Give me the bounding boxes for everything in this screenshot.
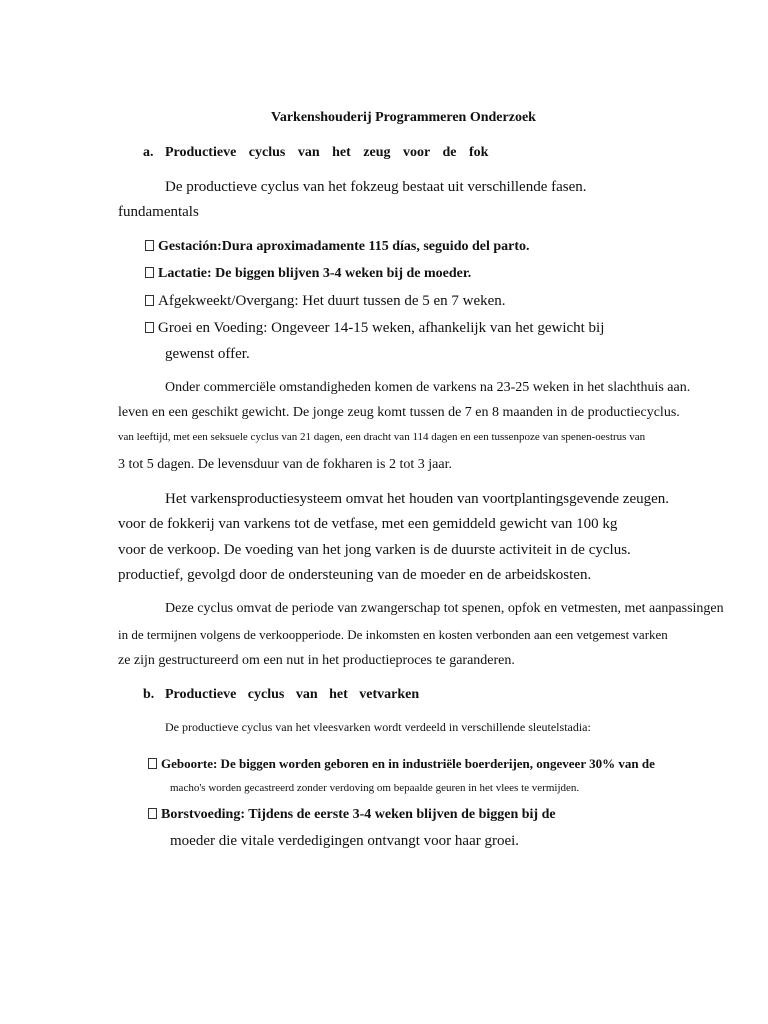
bullet-growth-continued: gewenst offer.: [165, 346, 250, 362]
bullet-text: Borstvoeding: Tijdens de eerste 3-4 weken blijven de biggen bij de: [161, 807, 556, 822]
section-a-heading: [143, 146, 488, 160]
section-a-heading-text: Productieve cyclus van het zeug voor de fok: [165, 145, 489, 160]
section-b-heading-text: Productieve cyclus van het vetvarken: [165, 687, 420, 702]
paragraph-1-line-3: van leeftijd, met een seksuele cyclus van 21 dagen, een dracht van 114 dagen en een tussenpoze van spenen-oestrus van: [118, 431, 646, 443]
paragraph-1-line-4: 3 tot 5 dagen. De levensduur van de fokharen is 2 tot 3 jaar.: [118, 457, 452, 472]
paragraph-3-line-2: in de termijnen volgens de verkoopperiode. De inkomsten en kosten verbonden aan een vetgemest varken: [118, 627, 668, 642]
checkbox-glyph-icon: [145, 295, 154, 306]
paragraph-3-line-1: Deze cyclus omvat de periode van zwangerschap tot spenen, opfok en vetmesten, met aanpassingen: [165, 601, 724, 616]
bullet-growth: [145, 321, 604, 336]
section-b-intro: De productieve cyclus van het vleesvarken wordt verdeeld in verschillende sleutelstadia:: [165, 720, 591, 734]
paragraph-2-line-1: Het varkensproductiesysteem omvat het houden van voortplantingsgevende zeugen.: [165, 491, 670, 507]
bullet-text: Afgekweekt/Overgang: Het duurt tussen de 5 en 7 weken.: [158, 293, 506, 309]
paragraph-2-line-3: voor de verkoop. De voeding van het jong varken is de duurste activiteit in de cyclus.: [118, 542, 631, 558]
paragraph-3-line-3: ze zijn gestructureerd om een nut in het productieproces te garanderen.: [118, 653, 515, 668]
bullet-breastfeeding-continued: moeder die vitale verdedigingen ontvangt voor haar groei.: [170, 833, 520, 849]
checkbox-glyph-icon: [145, 267, 154, 278]
bullet-text: Gestación:Dura aproximadamente 115 días, seguido del parto.: [158, 239, 530, 254]
checkbox-glyph-icon: [145, 240, 154, 251]
paragraph-2-line-2: voor de fokkerij van varkens tot de vetfase, met een gemiddeld gewicht van 100 kg: [118, 516, 618, 532]
bullet-text: Lactatie: De biggen blijven 3-4 weken bij de moeder.: [158, 266, 472, 281]
paragraph-1-line-1: Onder commerciële omstandigheden komen de varkens na 23-25 weken in het slachthuis aan.: [165, 380, 691, 395]
bullet-text: Geboorte: De biggen worden geboren en in industriële boerderijen, ongeveer 30% van de: [161, 756, 655, 771]
section-a-intro: De productieve cyclus van het fokzeug bestaat uit verschillende fasen.: [165, 179, 587, 195]
bullet-lactation: [145, 267, 471, 281]
checkbox-glyph-icon: [148, 808, 157, 819]
paragraph-1-line-2: leven en een geschikt gewicht. De jonge zeug komt tussen de 7 en 8 maanden in de productiecyclus.: [118, 405, 680, 420]
bullet-weaning: [145, 294, 506, 309]
section-a-intro-continued: fundamentals: [118, 204, 199, 220]
document-title: Varkenshouderij Programmeren Onderzoek: [271, 110, 536, 125]
section-b-heading: [143, 688, 419, 702]
bullet-birth-continued: macho's worden gecastreerd zonder verdoving om bepaalde geuren in het vlees te vermijden.: [170, 782, 580, 794]
checkbox-glyph-icon: [145, 322, 154, 333]
bullet-text: Groei en Voeding: Ongeveer 14-15 weken, afhankelijk van het gewicht bij: [158, 320, 605, 336]
bullet-birth: [148, 757, 655, 770]
paragraph-2-line-4: productief, gevolgd door de ondersteuning van de moeder en de arbeidskosten.: [118, 567, 592, 583]
checkbox-glyph-icon: [148, 758, 157, 769]
bullet-gestation: [145, 240, 530, 254]
section-a-label: a.: [143, 145, 154, 160]
bullet-breastfeeding: [148, 808, 556, 822]
section-b-label: b.: [143, 687, 155, 702]
